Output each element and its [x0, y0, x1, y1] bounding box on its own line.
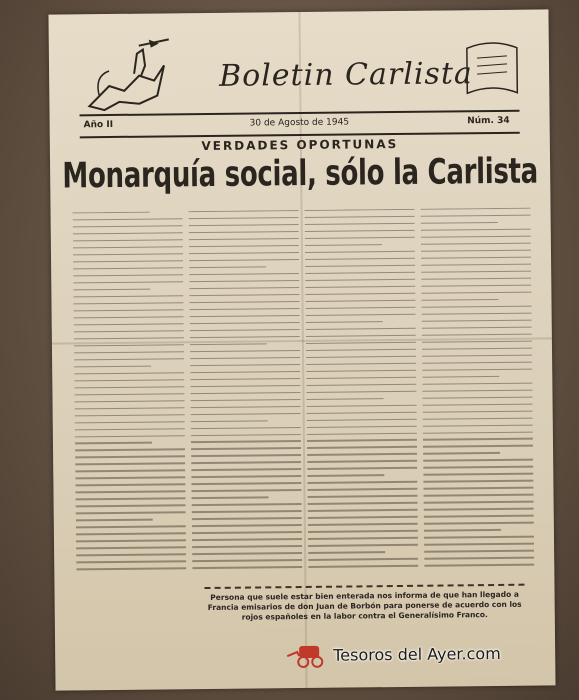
text-line — [189, 294, 299, 297]
text-line — [423, 452, 500, 454]
article-column-2 — [189, 210, 303, 581]
masthead — [79, 32, 520, 117]
text-line — [192, 497, 269, 499]
text-line — [423, 459, 533, 462]
text-line — [74, 309, 184, 312]
text-line — [424, 564, 534, 567]
text-line — [73, 274, 183, 277]
text-line — [76, 533, 186, 536]
text-line — [74, 323, 184, 326]
text-line — [308, 502, 418, 505]
text-line — [307, 418, 417, 421]
text-line — [74, 386, 184, 389]
scroll-emblem — [457, 38, 528, 109]
text-line — [190, 364, 300, 367]
text-line — [76, 567, 186, 570]
article-column-4 — [421, 208, 535, 579]
bottom-news-note: Persona que suele estar bien enterada nos informa de que han llegado a Francia emisarios de don Juan de Borbón para ponerse de acuerdo con los rojos españoles en la labor contra el Generalísimo Franco. — [207, 589, 522, 622]
text-line — [305, 209, 415, 212]
text-line — [75, 442, 152, 444]
text-line — [308, 516, 418, 519]
text-line — [191, 427, 301, 430]
text-line — [307, 446, 417, 449]
text-line — [189, 217, 299, 220]
text-line — [305, 258, 415, 261]
text-line — [421, 229, 531, 232]
text-line — [307, 467, 417, 470]
issue-info-bar — [80, 110, 520, 139]
text-line — [421, 284, 531, 287]
text-line — [423, 431, 533, 434]
text-line — [76, 560, 186, 563]
text-line — [306, 342, 416, 345]
text-line — [191, 468, 301, 471]
text-line — [75, 484, 185, 487]
text-line — [192, 545, 302, 548]
text-line — [76, 519, 153, 521]
text-line — [421, 291, 531, 294]
text-line — [424, 508, 534, 511]
text-line — [305, 216, 415, 219]
text-line — [191, 413, 301, 416]
kicker-heading: VERDADES OPORTUNAS — [201, 136, 399, 154]
text-line — [306, 335, 416, 338]
text-line — [190, 371, 300, 374]
text-line — [307, 398, 384, 400]
text-line — [424, 536, 534, 539]
text-line — [308, 551, 385, 553]
text-line — [190, 315, 300, 318]
text-line — [189, 238, 299, 241]
text-line — [308, 523, 418, 526]
text-line — [190, 329, 300, 332]
text-line — [190, 336, 300, 339]
text-line — [189, 273, 299, 276]
text-line — [73, 267, 183, 270]
text-line — [189, 280, 299, 283]
text-line — [424, 522, 534, 525]
text-line — [307, 439, 417, 442]
text-line — [74, 358, 184, 361]
text-line — [76, 505, 186, 508]
text-line — [306, 383, 416, 386]
text-line — [424, 557, 534, 560]
text-line — [74, 330, 184, 333]
text-line — [190, 350, 300, 353]
text-line — [76, 553, 186, 556]
text-line — [422, 368, 532, 371]
text-line — [307, 411, 417, 414]
text-line — [422, 305, 532, 308]
text-line — [192, 552, 302, 555]
text-line — [308, 495, 418, 498]
text-line — [306, 314, 416, 317]
text-line — [308, 530, 418, 533]
text-line — [423, 410, 533, 413]
text-line — [421, 277, 531, 280]
article-columns — [73, 208, 535, 583]
text-line — [75, 463, 185, 466]
year-label: Año II — [83, 119, 114, 131]
text-line — [307, 475, 384, 477]
text-line — [75, 491, 185, 494]
text-line — [191, 441, 301, 444]
text-line — [192, 503, 302, 506]
text-line — [74, 344, 184, 347]
text-line — [76, 546, 186, 549]
article-column-1 — [73, 211, 187, 582]
text-line — [75, 400, 185, 403]
text-line — [308, 537, 418, 540]
text-line — [306, 376, 416, 379]
text-line — [422, 326, 532, 329]
text-line — [75, 449, 185, 452]
text-line — [73, 239, 183, 242]
text-line — [307, 460, 417, 463]
issue-date: 30 de Agosto de 1945 — [249, 117, 350, 129]
text-line — [191, 461, 301, 464]
text-line — [306, 369, 416, 372]
text-line — [423, 480, 533, 483]
text-line — [192, 531, 302, 534]
text-line — [190, 322, 300, 325]
text-line — [74, 365, 151, 367]
text-line — [305, 230, 415, 233]
text-line — [191, 399, 301, 402]
text-line — [308, 565, 418, 568]
text-line — [191, 447, 301, 450]
text-line — [307, 425, 417, 428]
text-line — [75, 414, 185, 417]
text-line — [421, 263, 531, 266]
text-line — [189, 252, 299, 255]
text-line — [421, 208, 531, 211]
text-line — [305, 300, 415, 303]
text-line — [190, 378, 300, 381]
text-line — [307, 432, 417, 435]
text-line — [422, 376, 499, 378]
text-line — [424, 494, 534, 497]
text-line — [422, 312, 532, 315]
text-line — [422, 340, 532, 343]
text-line — [189, 287, 299, 290]
knight-horse-illustration — [79, 35, 180, 116]
text-line — [423, 417, 533, 420]
text-line — [75, 435, 185, 438]
text-line — [423, 424, 533, 427]
text-line — [73, 212, 150, 214]
text-line — [191, 434, 301, 437]
text-line — [307, 404, 417, 407]
text-line — [422, 333, 532, 336]
text-line — [191, 420, 268, 422]
text-line — [76, 526, 186, 529]
text-line — [189, 210, 299, 213]
text-line — [76, 512, 186, 515]
text-line — [74, 372, 184, 375]
text-line — [306, 362, 416, 365]
text-line — [190, 308, 300, 311]
text-line — [74, 379, 184, 382]
text-line — [192, 566, 302, 569]
text-line — [307, 453, 417, 456]
text-line — [307, 481, 417, 484]
text-line — [424, 501, 534, 504]
text-line — [306, 355, 416, 358]
text-line — [305, 265, 415, 268]
text-line — [75, 428, 185, 431]
text-line — [308, 509, 418, 512]
text-line — [421, 243, 531, 246]
text-line — [191, 489, 301, 492]
text-line — [73, 253, 183, 256]
text-line — [191, 482, 301, 485]
text-line — [73, 288, 150, 290]
text-line — [424, 543, 534, 546]
separator-rule — [204, 584, 524, 589]
text-line — [308, 544, 418, 547]
text-line — [305, 286, 415, 289]
text-line — [74, 316, 184, 319]
text-line — [421, 256, 531, 259]
text-line — [305, 293, 415, 296]
text-line — [421, 215, 531, 218]
text-line — [423, 438, 533, 441]
text-line — [189, 245, 299, 248]
text-line — [189, 224, 299, 227]
text-line — [74, 337, 184, 340]
text-line — [305, 272, 415, 275]
text-line — [73, 302, 183, 305]
text-line — [76, 539, 186, 542]
text-line — [73, 218, 183, 221]
issue-number: Núm. 34 — [467, 115, 510, 127]
text-line — [76, 498, 186, 501]
text-line — [306, 348, 416, 351]
text-line — [421, 236, 531, 239]
text-line — [424, 550, 534, 553]
text-line — [423, 403, 533, 406]
text-line — [75, 456, 185, 459]
text-line — [306, 390, 416, 393]
text-line — [192, 538, 302, 541]
text-line — [74, 351, 184, 354]
text-line — [421, 250, 531, 253]
text-line — [422, 319, 532, 322]
text-line — [190, 357, 300, 360]
text-line — [73, 232, 183, 235]
text-line — [192, 559, 302, 562]
text-line — [422, 361, 532, 364]
text-line — [423, 466, 533, 469]
text-line — [423, 487, 533, 490]
text-line — [190, 392, 300, 395]
text-line — [423, 396, 533, 399]
text-line — [422, 354, 532, 357]
text-line — [75, 470, 185, 473]
watermark — [285, 633, 545, 676]
text-line — [73, 281, 183, 284]
text-line — [423, 473, 533, 476]
text-line — [74, 393, 184, 396]
masthead-title: Boletin Carlista — [218, 56, 473, 94]
main-headline: Monarquía social, sólo la Carlista — [62, 151, 539, 197]
carriage-logo-icon — [285, 642, 329, 670]
text-line — [424, 515, 534, 518]
text-line — [192, 517, 302, 520]
text-line — [189, 266, 266, 268]
text-line — [192, 510, 302, 513]
text-line — [305, 223, 415, 226]
text-line — [424, 529, 501, 531]
text-line — [191, 406, 301, 409]
watermark-text: Tesoros del Ayer.com — [333, 643, 501, 665]
text-line — [305, 244, 382, 246]
text-line — [421, 299, 498, 301]
text-line — [73, 260, 183, 263]
text-line — [191, 475, 301, 478]
text-line — [75, 477, 185, 480]
text-line — [307, 488, 417, 491]
text-line — [189, 301, 299, 304]
text-line — [189, 231, 299, 234]
text-line — [305, 279, 415, 282]
text-line — [306, 321, 383, 323]
text-line — [421, 270, 531, 273]
text-line — [422, 389, 532, 392]
text-line — [192, 524, 302, 527]
text-line — [189, 259, 299, 262]
text-line — [73, 295, 183, 298]
text-line — [422, 382, 532, 385]
text-line — [75, 407, 185, 410]
text-line — [75, 421, 185, 424]
text-line — [305, 237, 415, 240]
text-line — [190, 385, 300, 388]
text-line — [191, 454, 301, 457]
text-line — [421, 222, 498, 224]
newspaper-page — [48, 9, 555, 690]
text-line — [423, 445, 533, 448]
text-line — [190, 343, 267, 345]
article-column-3 — [305, 209, 419, 580]
text-line — [306, 307, 416, 310]
text-line — [73, 246, 183, 249]
text-line — [305, 251, 415, 254]
text-line — [73, 225, 183, 228]
text-line — [306, 328, 416, 331]
text-line — [422, 347, 532, 350]
text-line — [308, 558, 418, 561]
